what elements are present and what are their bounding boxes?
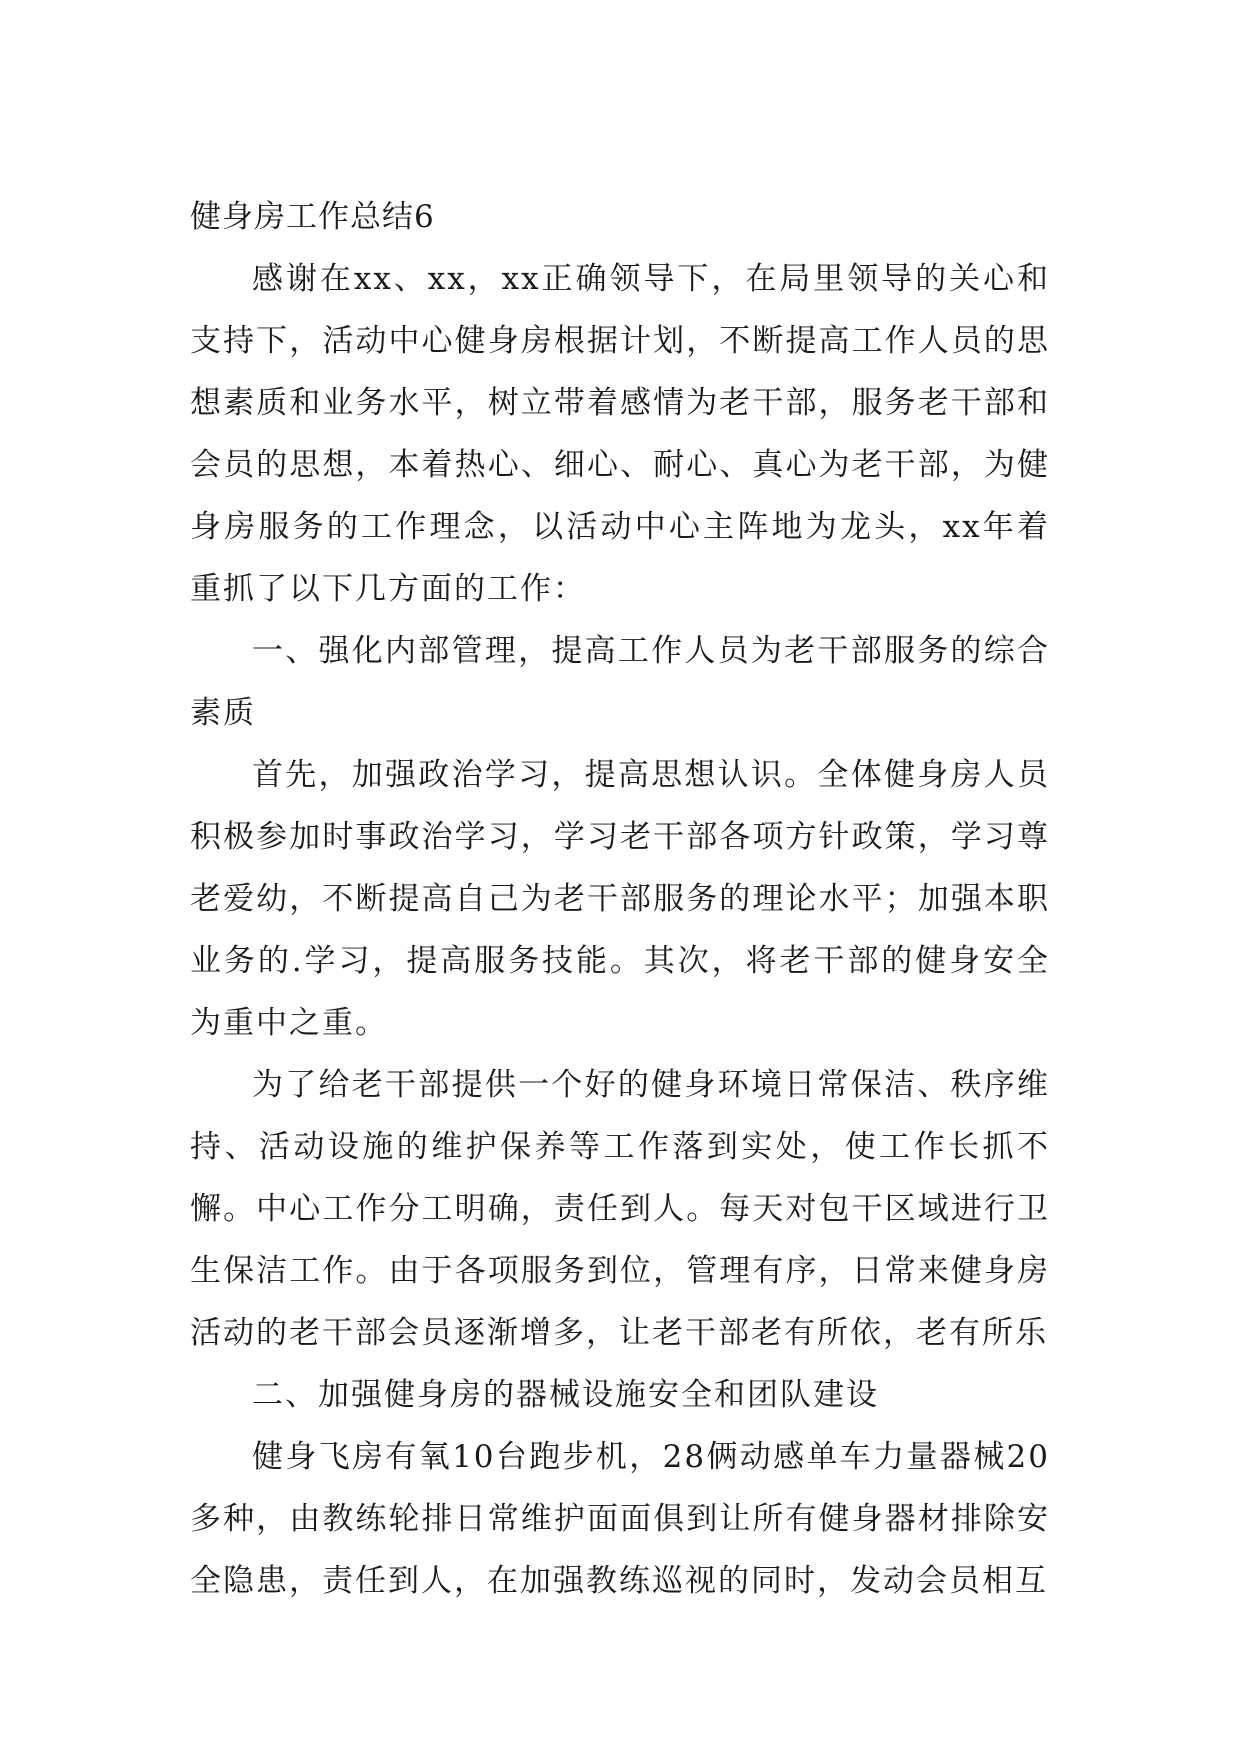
paragraph-environment: 为了给老干部提供一个好的健身环境日常保洁、秩序维持、活动设施的维护保养等工作落到实处，使工作长抓不懈。中心工作分工明确，责任到人。每天对包干区域进行卫生保洁工作。由于各项服务到位，管理有序，日常来健身房活动的老干部会员逐渐增多，让老干部老有所依，老有所乐	[190, 1067, 1050, 1351]
paragraph-equipment: 健身飞房有氧10台跑步机，28俩动感单车力量器械20多种，由教练轮排日常维护面面俱到让所有健身器材排除安全隐患，责任到人，在加强教练巡视的同时，发动会员相互	[190, 1439, 1050, 1599]
section-heading-1: 一、强化内部管理，提高工作人员为老干部服务的综合素质	[190, 633, 1050, 731]
document-body	[190, 186, 1050, 1612]
paragraph-intro: 感谢在xx、xx，xx正确领导下，在局里领导的关心和支持下，活动中心健身房根据计划，不断提高工作人员的思想素质和业务水平，树立带着感情为老干部，服务老干部和会员的思想，本着热心、细心、耐心、真心为老干部，为健身房服务的工作理念，以活动中心主阵地为龙头，xx年着重抓了以下几方面的工作：	[190, 261, 1050, 607]
document-title: 健身房工作总结6	[190, 199, 435, 235]
section-heading-2: 二、加强健身房的器械设施安全和团队建设	[252, 1377, 879, 1413]
paragraph-political-study: 首先，加强政治学习，提高思想认识。全体健身房人员积极参加时事政治学习，学习老干部各项方针政策，学习尊老爱幼，不断提高自己为老干部服务的理论水平；加强本职业务的.学习，提高服务技能。其次，将老干部的健身安全为重中之重。	[190, 757, 1050, 1041]
